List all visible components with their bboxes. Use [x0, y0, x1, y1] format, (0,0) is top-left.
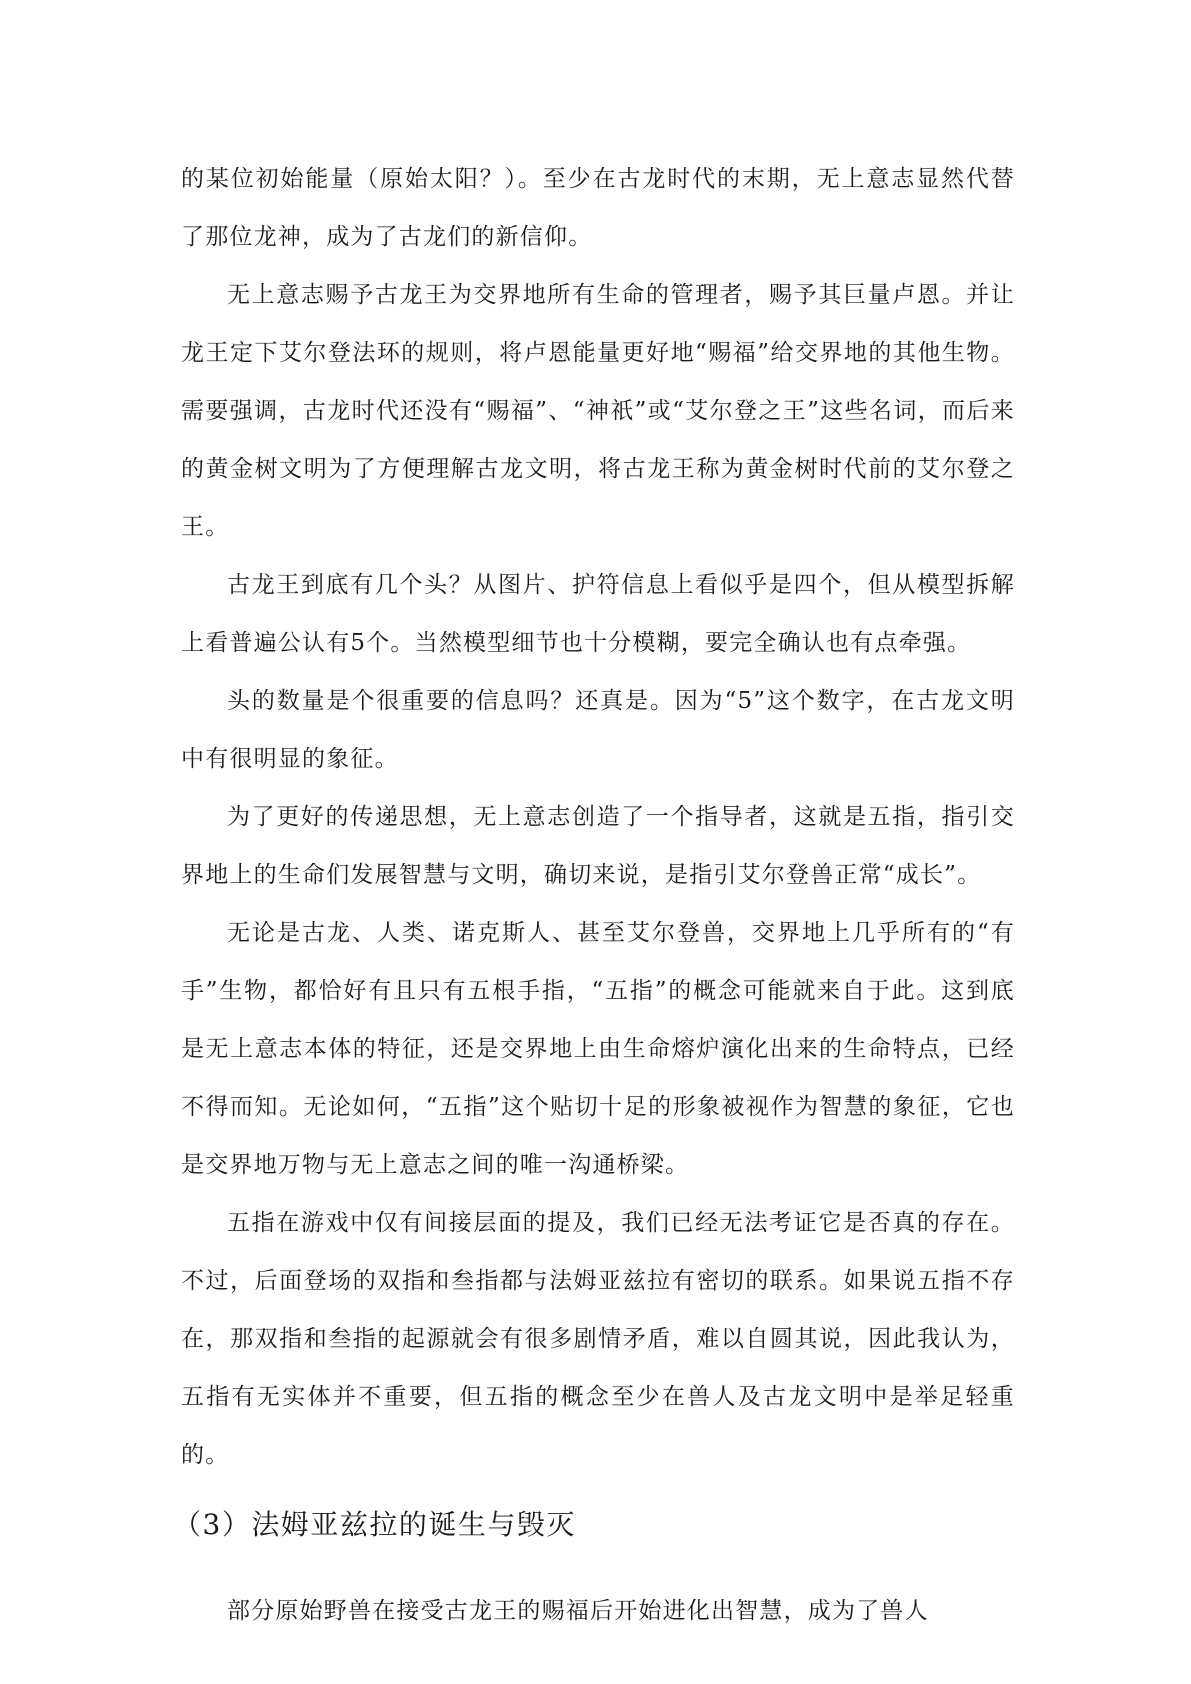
paragraph-five-fingers-created: 为了更好的传递思想，无上意志创造了一个指导者，这就是五指，指引交界地上的生命们发展智慧与文明，确切来说，是指引艾尔登兽正常“成长”。	[181, 804, 1015, 888]
paragraph-five-fingers-existence: 五指在游戏中仅有间接层面的提及，我们已经无法考证它是否真的存在。不过，后面登场的双指和叁指都与法姆亚兹拉有密切的联系。如果说五指不存在，那双指和叁指的起源就会有很多剧情矛盾，难以自圆其说，因此我认为，五指有无实体并不重要，但五指的概念至少在兽人及古龙文明中是举足轻重的。	[181, 1210, 1015, 1468]
paragraph-continuation: 的某位初始能量（原始太阳？）。至少在古龙时代的末期，无上意志显然代替了那位龙神，成为了古龙们的新信仰。	[181, 166, 1015, 250]
paragraph-number-five: 头的数量是个很重要的信息吗？还真是。因为“5”这个数字，在古龙文明中有很明显的象征。	[181, 688, 1015, 772]
paragraph-dragon-king-blessing: 无上意志赐予古龙王为交界地所有生命的管理者，赐予其巨量卢恩。并让龙王定下艾尔登法环的规则，将卢恩能量更好地“赐福”给交界地的其他生物。需要强调，古龙时代还没有“赐福”、“神祇”或“艾尔登之王”这些名词，而后来的黄金树文明为了方便理解古龙文明，将古龙王称为黄金树时代前的艾尔登之王。	[181, 282, 1015, 540]
paragraph-five-fingers-concept: 无论是古龙、人类、诺克斯人、甚至艾尔登兽，交界地上几乎所有的“有手”生物，都恰好有且只有五根手指，“五指”的概念可能就来自于此。这到底是无上意志本体的特征，还是交界地上由生命熔炉演化出来的生命特点，已经不得而知。无论如何，“五指”这个贴切十足的形象被视作为智慧的象征，它也是交界地万物与无上意志之间的唯一沟通桥梁。	[181, 920, 1015, 1178]
paragraph-dragon-king-heads: 古龙王到底有几个头？从图片、护符信息上看似乎是四个，但从模型拆解上看普遍公认有5个。当然模型细节也十分模糊，要完全确认也有点牵强。	[181, 572, 1015, 656]
section-heading: （3）法姆亚兹拉的诞生与毁灭	[173, 1508, 576, 1541]
document-body	[173, 150, 1015, 1640]
paragraph-beastmen-origin: 部分原始野兽在接受古龙王的赐福后开始进化出智慧，成为了兽人	[227, 1598, 929, 1624]
